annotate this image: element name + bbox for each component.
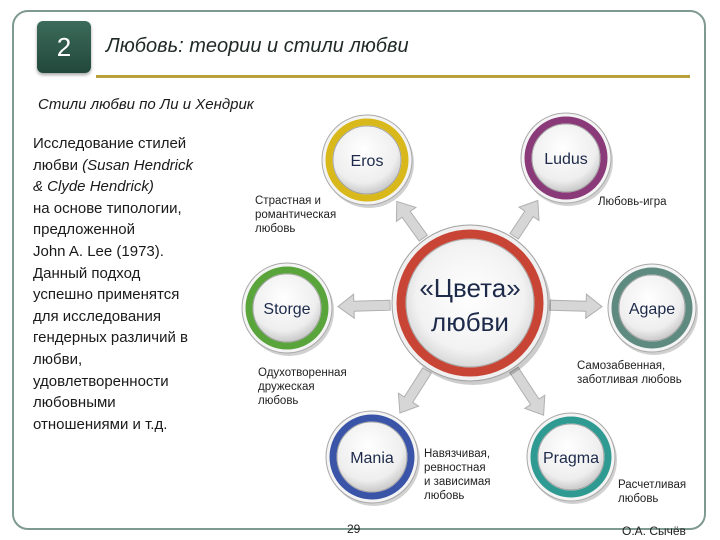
desc-line: и зависимая: [424, 476, 491, 488]
body-line: Данный подход: [33, 264, 141, 282]
desc-line: любовь: [258, 395, 299, 407]
node-label-agape: Agape: [628, 301, 676, 318]
center-label-line1: «Цвета»: [419, 273, 521, 303]
desc-line: Любовь-игра: [598, 196, 667, 208]
node-label-ludus: Ludus: [544, 151, 588, 168]
slide-number-badge: 2: [37, 21, 91, 73]
desc-mania: [424, 447, 491, 503]
arrow-ludus: [510, 201, 539, 240]
desc-line: Самозабвенная,: [577, 360, 666, 372]
node-ludus: [521, 113, 613, 206]
node-label-eros: Eros: [350, 153, 384, 170]
center-label-line2: любви: [431, 307, 509, 337]
desc-storge: [258, 366, 347, 408]
desc-line: ревностная: [424, 462, 486, 474]
body-line: Исследование стилей: [33, 135, 187, 152]
body-line: для исследования: [33, 307, 161, 325]
desc-line: Навязчивая,: [424, 448, 491, 460]
author-credit: О.А. Сычёв: [622, 524, 686, 538]
body-line: предложенной: [33, 221, 135, 239]
slide-subtitle: Стили любви по Ли и Хендрик: [38, 96, 254, 113]
body-line: & Clyde Hendrick): [33, 178, 154, 196]
node-label-storge: Storge: [263, 301, 311, 318]
body-line: любовными: [33, 394, 116, 412]
body-line: John A. Lee (1973).: [33, 242, 164, 260]
desc-line: заботливая любовь: [577, 374, 682, 386]
desc-agape: [577, 359, 682, 387]
body-line: успешно применятся: [33, 286, 180, 304]
node-pragma: [527, 413, 617, 504]
desc-line: дружеская: [258, 381, 315, 393]
arrow-storge: [338, 294, 390, 318]
node-storge: [242, 263, 334, 356]
desc-ludus: [598, 195, 667, 209]
desc-pragma: [618, 478, 686, 506]
arrow-eros: [396, 201, 427, 241]
body-line: любви,: [33, 350, 83, 368]
desc-line: любовь: [424, 490, 465, 502]
desc-line: романтическая: [255, 209, 337, 221]
node-label-mania: Mania: [350, 450, 394, 467]
desc-line: любовь: [618, 493, 659, 505]
arrow-mania: [398, 368, 431, 413]
arrow-pragma: [510, 367, 545, 415]
desc-line: любовь: [255, 223, 296, 235]
page-number: 29: [347, 522, 361, 536]
body-line: гендерных различий в: [33, 329, 189, 347]
desc-line: Расчетливая: [618, 479, 687, 491]
body-text-part: любви: [33, 156, 83, 174]
slide-title: Любовь: теории и стили любви: [106, 35, 409, 57]
desc-line: Страстная и: [255, 195, 321, 207]
arrow-agape: [550, 294, 602, 318]
body-text-italic: (Susan Hendrick: [82, 156, 193, 174]
node-label-pragma: Pragma: [542, 450, 600, 467]
body-line: на основе типологии,: [33, 199, 182, 217]
desc-eros: [255, 194, 336, 236]
node-agape: [608, 264, 698, 355]
node-mania: [326, 411, 420, 506]
body-line: удовлетворенности: [33, 372, 169, 390]
desc-line: Одухотворенная: [258, 367, 347, 379]
body-line: отношениями и т.д.: [33, 415, 168, 433]
